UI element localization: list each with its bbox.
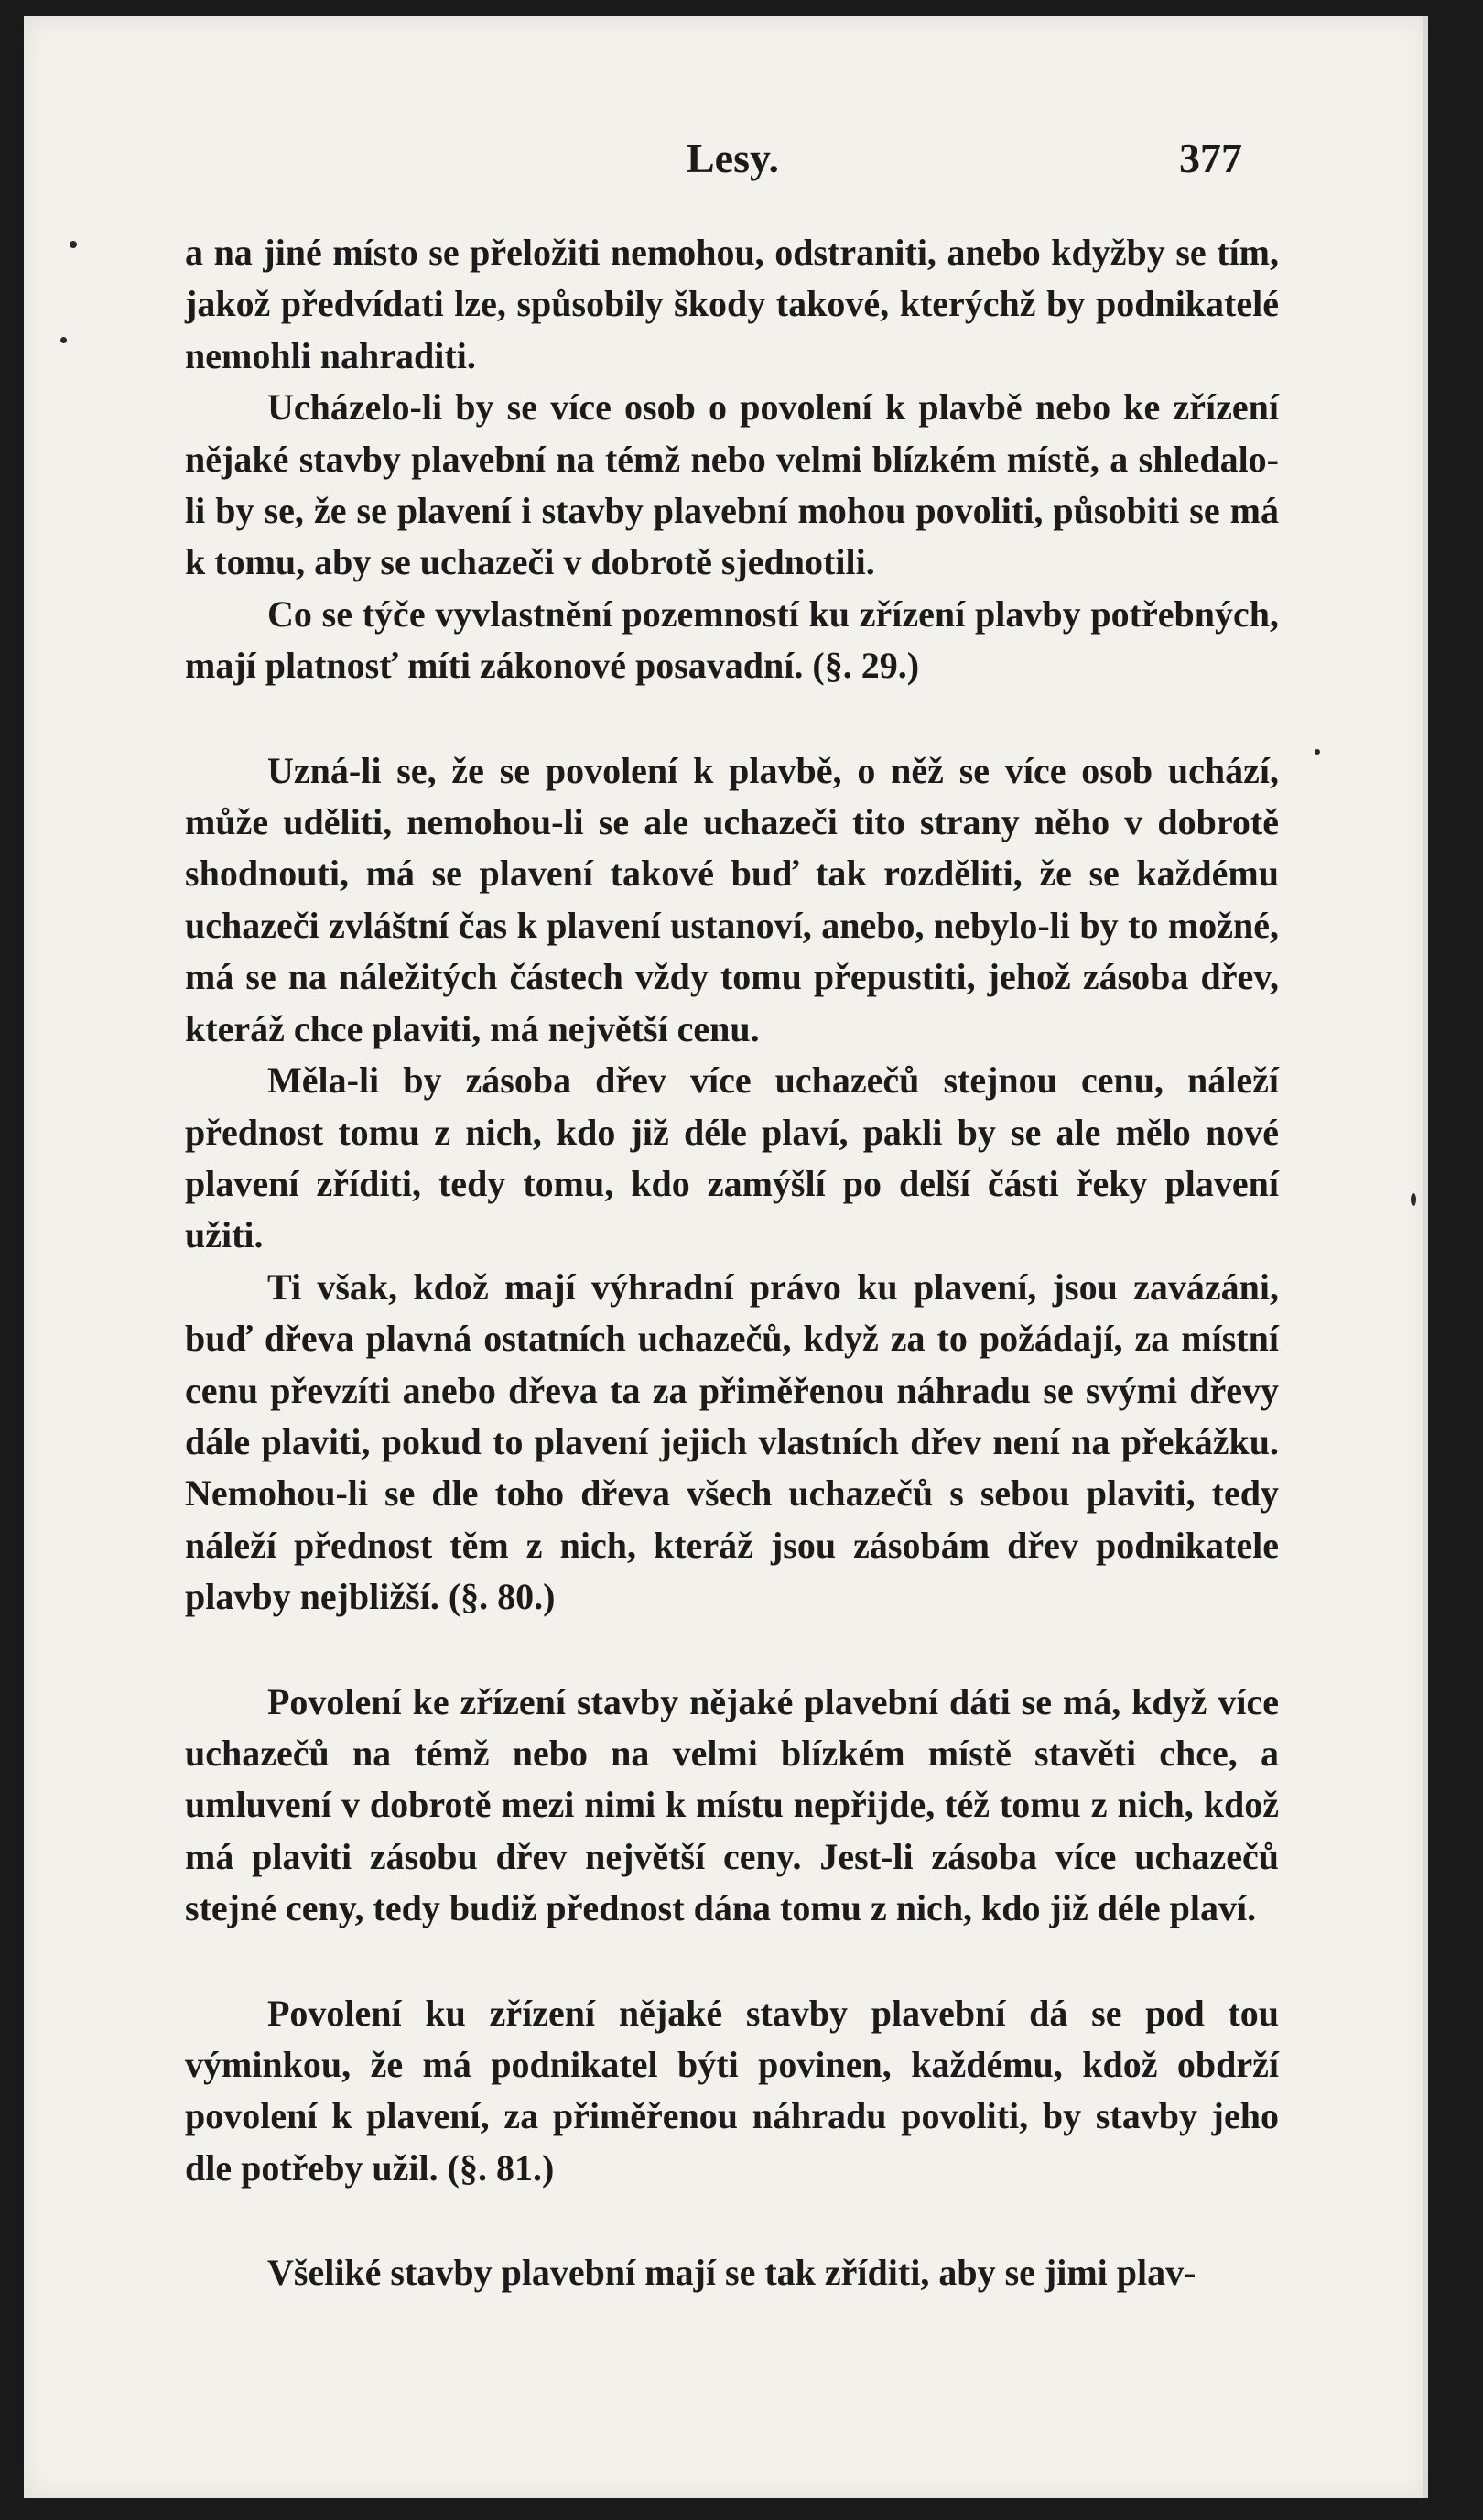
print-speck [70,241,77,248]
paragraph-5: Měla-li by zásoba dřev více uchazečů stejnou cenu, náleží přednost tomu z nich, kdo již déle plaví, pakli by se ale mělo nové plavení zříditi, tedy tomu, kdo zamýšlí po delší části řeky plavení užiti. [185,1059,1279,1256]
print-speck [1315,749,1320,755]
page-edge [1423,16,1428,2498]
paragraph-1: a na jiné místo se přeložiti nemohou, odstraniti, anebo kdyžby se tím, jakož předvídati lze, spůsobily škody takové, kterýchž by podnikatelé nemohli nahraditi. [185,232,1279,376]
page-number: 377 [1179,135,1242,181]
print-speck [60,337,67,343]
paragraph-2: Ucházelo-li by se více osob o povolení k plavbě nebo ke zřízení nějaké stavby plavební na témž nebo velmi blízkém místě, a shledalo-li by se, že se plavení i stavby plavební mohou povoliti, působiti se má k tomu, aby se uchazeči v dobrotě sjednotili. [185,386,1279,583]
paragraph-4: Uzná-li se, že se povolení k plavbě, o něž se více osob uchází, může uděliti, nemohou-li se ale uchazeči tito strany něho v dobrotě shodnouti, má se plavení takové buď tak rozděliti, že se každému uchazeči zvláštní čas k plavení ustanoví, anebo, nebylo-li by to možné, má se na náležitých částech vždy tomu přepustiti, jehož zásoba dřev, kteráž chce plaviti, má největší cenu. [185,749,1279,1049]
paragraph-3: Co se týče vyvlastnění pozemností ku zřízení plavby potřebných, mají platnosť míti zákonové posavadní. (§. 29.) [185,592,1279,687]
paragraph-7: Povolení ke zřízení stavby nějaké plavební dáti se má, když více uchazečů na témž nebo na velmi blízkém místě stavěti chce, a umluvení v dobrotě mezi nimi k místu nepřijde, též tomu z nich, kdož má plaviti zásobu dřev největší ceny. Jest-li zásoba více uchazečů stejné ceny, tedy budiž přednost dána tomu z nich, kdo již déle plaví. [185,1680,1279,1929]
page-header [24,134,1428,189]
paragraph-8: Povolení ku zřízení nějaké stavby plavební dá se pod tou výminkou, že má podnikatel býti povinen, každému, kdož obdrží povolení k plavení, za přiměřenou náhradu povoliti, by stavby jeho dle potřeby užil. (§. 81.) [185,1992,1279,2189]
paragraph-9: Všeliké stavby plavební mají se tak zříditi, aby se jimi plav- [267,2252,1196,2294]
body-text [185,227,1279,2299]
print-speck [1411,1193,1416,1206]
running-head: Lesy. [687,135,779,181]
book-page [24,16,1428,2498]
paragraph-6: Ti však, kdož mají výhradní právo ku plavení, jsou zavázáni, buď dřeva plavná ostatních uchazečů, když za to požádají, za místní cenu převzíti anebo dřeva ta za přiměřenou náhradu se svými dřevy dále plaviti, pokud to plavení jejich vlastních dřev není na překážku. Nemohou-li se dle toho dřeva všech uchazečů s sebou plaviti, tedy náleží přednost těm z nich, kteráž jsou zásobám dřev podnikatele plavby nejbližší. (§. 80.) [185,1265,1279,1618]
